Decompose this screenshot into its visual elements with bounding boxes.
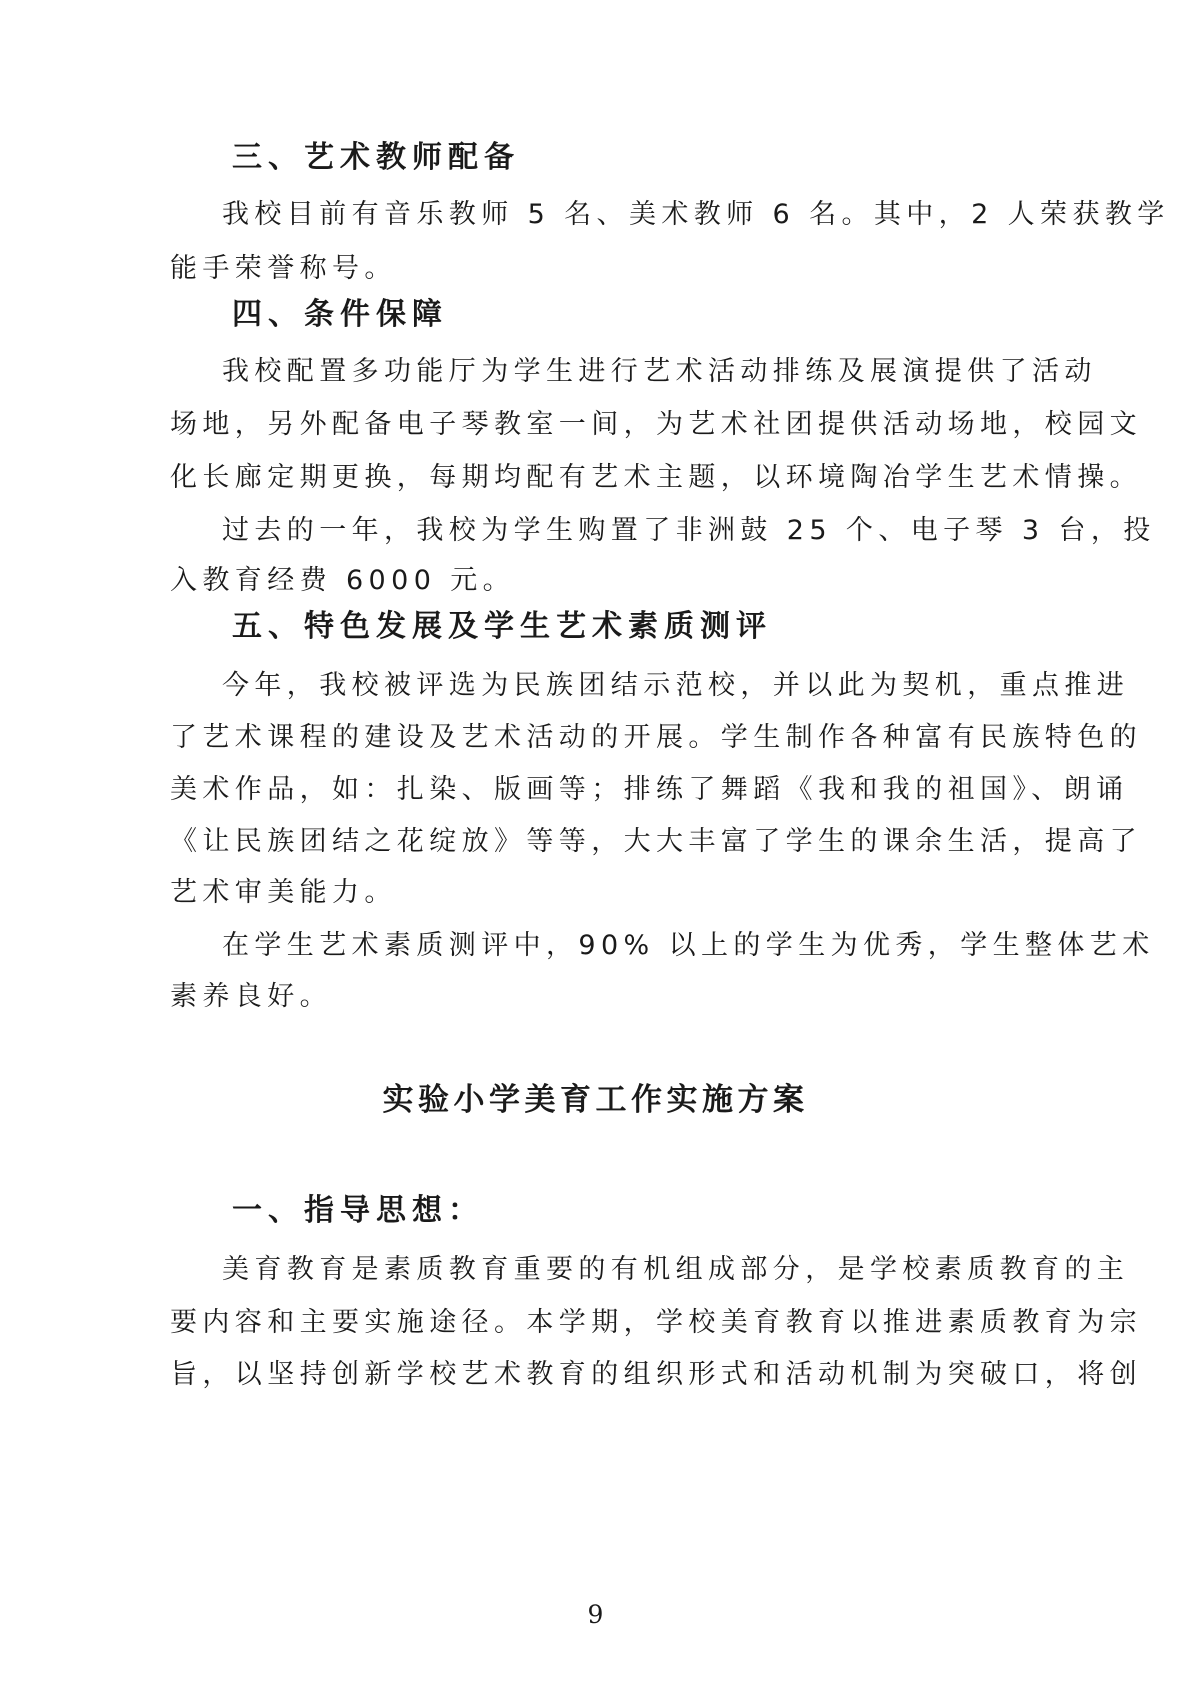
paragraph-line: 入教育经费 6000 元。 xyxy=(170,565,516,596)
paragraph-line: 过去的一年，我校为学生购置了非洲鼓 25 个、电子琴 3 台，投 xyxy=(222,515,1156,546)
page-number: 9 xyxy=(587,1600,604,1629)
paragraph-line: 旨，以坚持创新学校艺术教育的组织形式和活动机制为突破口，将创 xyxy=(170,1359,1142,1390)
paragraph-line: 今年，我校被评选为民族团结示范校，并以此为契机，重点推进 xyxy=(222,670,1130,701)
paragraph-line: 美育教育是素质教育重要的有机组成部分，是学校素质教育的主 xyxy=(222,1254,1130,1285)
section-heading-3: 三、艺术教师配备 xyxy=(232,140,520,175)
paragraph-line: 美术作品，如：扎染、版画等；排练了舞蹈《我和我的祖国》、朗诵 xyxy=(170,774,1129,805)
section-heading-5: 五、特色发展及学生艺术素质测评 xyxy=(232,609,772,644)
paragraph-line: 我校目前有音乐教师 5 名、美术教师 6 名。其中，2 人荣获教学 xyxy=(222,199,1170,230)
paragraph-line: 要内容和主要实施途径。本学期，学校美育教育以推进素质教育为宗 xyxy=(170,1307,1142,1338)
paragraph-line: 能手荣誉称号。 xyxy=(170,253,397,284)
document-title: 实验小学美育工作实施方案 xyxy=(382,1082,809,1118)
section-heading-1: 一、指导思想： xyxy=(232,1193,484,1228)
paragraph-line: 在学生艺术素质测评中，90% 以上的学生为优秀，学生整体艺术 xyxy=(222,930,1155,961)
section-heading-4: 四、条件保障 xyxy=(232,297,448,332)
paragraph-line: 了艺术课程的建设及艺术活动的开展。学生制作各种富有民族特色的 xyxy=(170,722,1142,753)
paragraph-line: 场地，另外配备电子琴教室一间，为艺术社团提供活动场地，校园文 xyxy=(170,409,1142,440)
paragraph-line: 化长廊定期更换，每期均配有艺术主题，以环境陶冶学生艺术情操。 xyxy=(170,462,1142,493)
paragraph-line: 素养良好。 xyxy=(170,981,332,1012)
paragraph-line: 《让民族团结之花绽放》等等，大大丰富了学生的课余生活，提高了 xyxy=(170,826,1142,857)
paragraph-line: 我校配置多功能厅为学生进行艺术活动排练及展演提供了活动 xyxy=(222,356,1097,387)
paragraph-line: 艺术审美能力。 xyxy=(170,877,397,908)
